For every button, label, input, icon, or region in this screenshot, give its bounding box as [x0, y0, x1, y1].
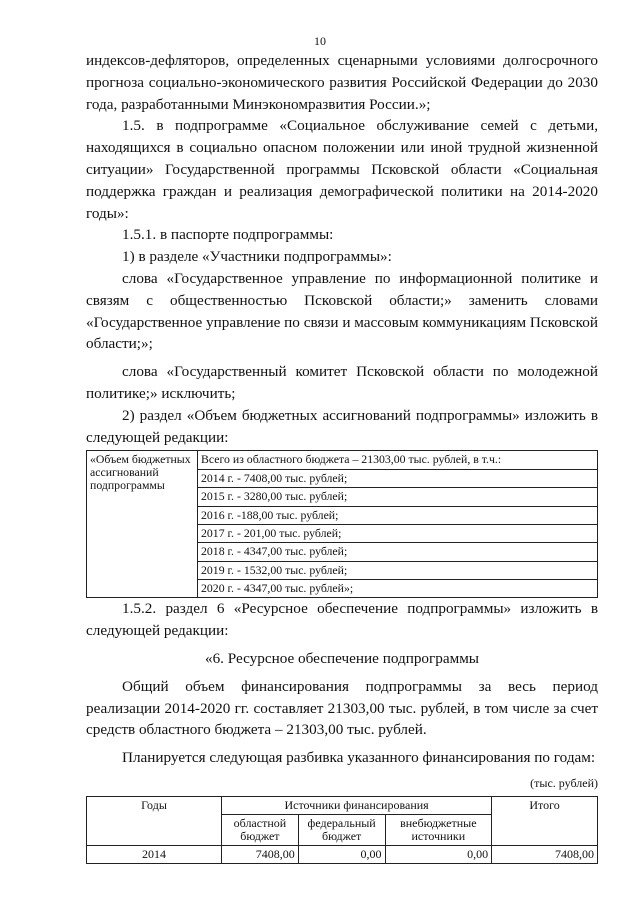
budget-row: 2014 г. - 7408,00 тыс. рублей;: [198, 470, 597, 488]
cell-regional: 7408,00: [222, 845, 299, 863]
paragraph-10: Планируется следующая разбивка указанного финансирования по годам:: [122, 749, 596, 767]
header-sources: Источники финансирования: [222, 796, 492, 814]
paragraph-7: 1.5.2. раздел 6 «Ресурсное обеспечение подпрограммы» изложить в следующей редакции:: [86, 600, 598, 640]
paragraph-1: 1.5. в подпрограмме «Социальное обслуживание семей с детьми, находящихся в социально опасном положении или иной трудной жизненной ситуации» Государственной программы Псковской области «Социальная поддержка граждан и реализация демографической политики на 2014-2020 годы»:: [86, 117, 598, 222]
header-regional: областной бюджет: [222, 814, 299, 845]
budget-row: 2016 г. -188,00 тыс. рублей;: [198, 507, 597, 525]
header-years: Годы: [87, 796, 222, 845]
budget-allocation-table: [86, 450, 598, 598]
cell-extra: 0,00: [385, 845, 492, 863]
unit-label: (тыс. рублей): [530, 776, 598, 791]
financing-table: [86, 796, 598, 864]
budget-row: 2017 г. - 201,00 тыс. рублей;: [198, 525, 597, 543]
budget-row: 2018 г. - 4347,00 тыс. рублей;: [198, 543, 597, 561]
paragraph-5: слова «Государственный комитет Псковской области по молодежной политике;» исключить;: [86, 363, 598, 402]
paragraph-2: 1.5.1. в паспорте подпрограммы:: [122, 226, 334, 244]
paragraph-0: индексов-дефляторов, определенных сценарными условиями долгосрочного прогноза социально-экономического развития Российской Федерации до 2030 года, разработанными Минэкономразвития России.»;: [86, 52, 598, 113]
section-heading: «6. Ресурсное обеспечение подпрограммы: [204, 650, 480, 668]
table-row: [87, 845, 598, 863]
paragraph-3: 1) в разделе «Участники подпрограммы»:: [122, 248, 392, 266]
budget-table-label: «Объем бюджетных ассигнований подпрограммы: [87, 451, 198, 598]
page-number: 10: [314, 34, 326, 48]
paragraph-4: слова «Государственное управление по информационной политике и связям с общественностью Псковской области;» заменить словами «Государственное управление по связи и массовым коммуникациям Псковской области;»;: [86, 269, 598, 353]
document-body: [86, 50, 598, 864]
budget-table-values: [198, 451, 598, 598]
cell-total: 7408,00: [492, 845, 598, 863]
budget-row: Всего из областного бюджета – 21303,00 тыс. рублей, в т.ч.:: [198, 451, 597, 469]
header-total: Итого: [492, 796, 598, 845]
paragraph-6: 2) раздел «Объем бюджетных ассигнований подпрограммы» изложить в следующей редакции:: [86, 406, 598, 446]
header-extra: внебюджетные источники: [385, 814, 492, 845]
cell-federal: 0,00: [298, 845, 385, 863]
header-federal: федеральный бюджет: [298, 814, 385, 845]
paragraph-9: Общий объем финансирования подпрограммы за весь период реализации 2014-2020 гг. составляет 21303,00 тыс. рублей, в том числе за счет средств областного бюджета – 21303,00 тыс. рублей.: [86, 677, 598, 739]
budget-row: 2020 г. - 4347,00 тыс. рублей»;: [201, 581, 354, 596]
budget-row: 2015 г. - 3280,00 тыс. рублей;: [198, 488, 597, 506]
budget-row: 2019 г. - 1532,00 тыс. рублей;: [198, 562, 597, 580]
cell-year: 2014: [87, 845, 222, 863]
